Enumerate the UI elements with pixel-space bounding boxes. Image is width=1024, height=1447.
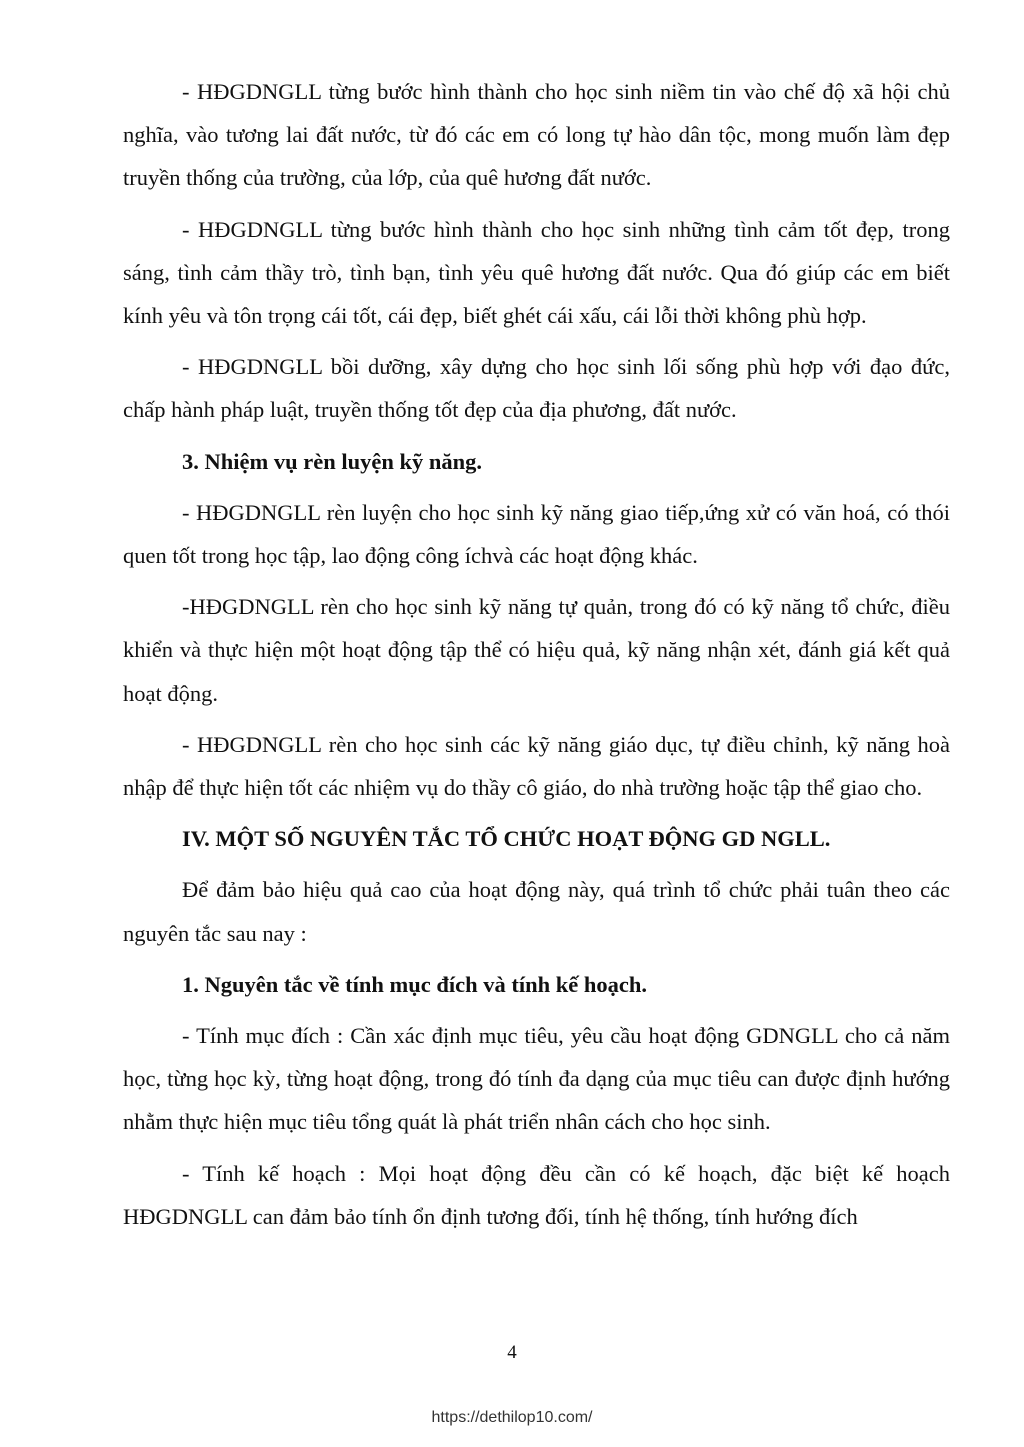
- section-heading-principles: IV. MỘT SỐ NGUYÊN TẮC TỔ CHỨC HOẠT ĐỘNG GD NGLL.: [182, 826, 831, 852]
- paragraph-plan: - Tính kế hoạch : Mọi hoạt động đều cần có kế hoạch, đặc biệt kế hoạch HĐGDNGLL can đảm bảo tính ổn định tương đối, tính hệ thống, tính hướng đích: [123, 1160, 950, 1229]
- page-number: 4: [507, 1342, 517, 1363]
- paragraph-belief: - HĐGDNGLL từng bước hình thành cho học sinh niềm tin vào chế độ xã hội chủ nghĩa, vào tương lai đất nước, từ đó các em có long tự hào dân tộc, mong muốn làm đẹp truyền thống của trường, của lớp, của quê hương đất nước.: [123, 79, 950, 191]
- footer-url[interactable]: https://dethilop10.com/: [431, 1409, 593, 1426]
- section-heading-skills: 3. Nhiệm vụ rèn luyện kỹ năng.: [182, 448, 483, 474]
- paragraph-lifestyle: - HĐGDNGLL bồi dưỡng, xây dựng cho học sinh lối sống phù hợp với đạo đức, chấp hành pháp luật, truyền thống tốt đẹp của địa phương, đất nước.: [123, 354, 950, 423]
- document-body: [123, 70, 950, 1246]
- paragraph-self-management: -HĐGDNGLL rèn cho học sinh kỹ năng tự quản, trong đó có kỹ năng tổ chức, điều khiển và thực hiện một hoạt động tập thể có hiệu quả, kỹ năng nhận xét, đánh giá kết quả hoạt động.: [123, 594, 950, 706]
- paragraph-integration-skills: - HĐGDNGLL rèn cho học sinh các kỹ năng giáo dục, tự điều chỉnh, kỹ năng hoà nhập để thực hiện tốt các nhiệm vụ do thầy cô giáo, do nhà trường hoặc tập thể giao cho.: [123, 731, 950, 801]
- paragraph-communication-skills: - HĐGDNGLL rèn luyện cho học sinh kỹ năng giao tiếp,ứng xử có văn hoá, có thói quen tốt trong học tập, lao động công íchvà các hoạt động khác.: [123, 499, 950, 569]
- paragraph-principles-intro: Để đảm bảo hiệu quả cao của hoạt động này, quá trình tổ chức phải tuân theo các nguyên tắc sau nay :: [123, 877, 950, 946]
- paragraph-emotions: - HĐGDNGLL từng bước hình thành cho học sinh những tình cảm tốt đẹp, trong sáng, tình cảm thầy trò, tình bạn, tình yêu quê hương đất nước. Qua đó giúp các em biết kính yêu và tôn trọng cái tốt, cái đẹp, biết ghét cái xấu, cái lỗi thời không phù hợp.: [123, 216, 950, 329]
- paragraph-purpose: - Tính mục đích : Cần xác định mục tiêu, yêu cầu hoạt động GDNGLL cho cả năm học, từng học kỳ, từng hoạt động, trong đó tính đa dạng của mục tiêu can được định hướng nhằm thực hiện mục tiêu tổng quát là phát triển nhân cách cho học sinh.: [123, 1023, 950, 1135]
- subsection-heading-purpose-plan: 1. Nguyên tắc về tính mục đích và tính kế hoạch.: [182, 971, 648, 997]
